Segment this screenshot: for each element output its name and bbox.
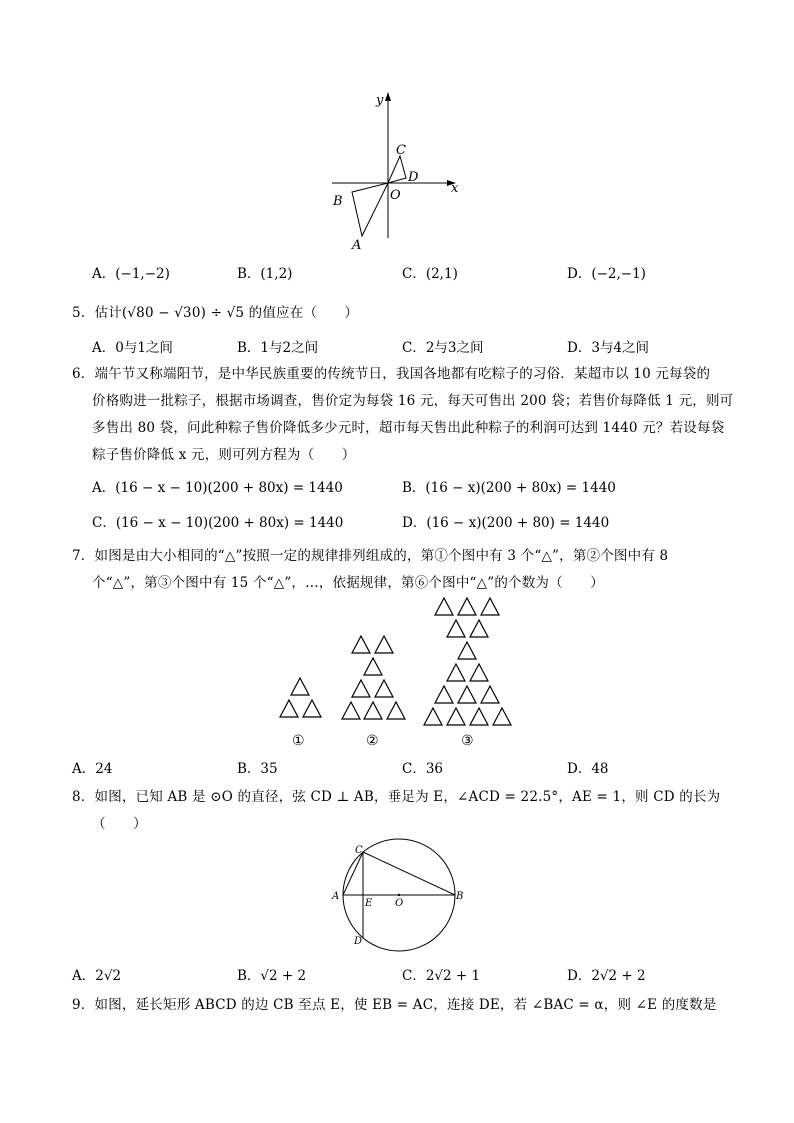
q7-stem-line2: 个“△”，第③个图中有 15 个“△”，…，依据规律，第⑥个图中“△”的个数为（ ） bbox=[92, 575, 604, 591]
circle-figure bbox=[325, 838, 470, 953]
point-a-label: A bbox=[352, 238, 362, 253]
point-b-label: B bbox=[333, 194, 343, 209]
q7-stem-line1: 7．如图是由大小相同的“△”按照一定的规律排列组成的，第①个图中有 3 个“△”，第②个图中有 8 bbox=[72, 548, 669, 564]
y-axis-label: y bbox=[376, 93, 384, 108]
triangle-pattern-figure bbox=[270, 595, 530, 750]
q5-option-b[interactable]: B．1与2之间 bbox=[237, 340, 319, 356]
q6-option-c[interactable]: C．(16 − x − 10)(200 + 80x) = 1440 bbox=[92, 515, 344, 531]
q8-option-c[interactable]: C．2√2 + 1 bbox=[402, 968, 481, 984]
q8-stem-line2: （ ） bbox=[92, 816, 147, 832]
q6-option-d[interactable]: D．(16 − x)(200 + 80) = 1440 bbox=[402, 515, 610, 531]
q7-option-d[interactable]: D．48 bbox=[567, 761, 609, 777]
q6-stem-line4: 粽子售价降低 x 元，则可列方程为（ ） bbox=[92, 447, 356, 463]
q6-stem-line3: 多售出 80 袋，问此种粽子售价降低多少元时，超市每天售出此种粽子的利润可达到 1440 元？若设每袋 bbox=[92, 420, 725, 436]
point-b-label: B bbox=[456, 891, 464, 902]
q8-option-d[interactable]: D．2√2 + 2 bbox=[567, 968, 646, 984]
q4-option-a[interactable]: A．(−1,−2) bbox=[92, 266, 170, 282]
q8-option-a[interactable]: A．2√2 bbox=[72, 968, 122, 984]
point-e-label: E bbox=[365, 898, 373, 909]
q7-option-b[interactable]: B．35 bbox=[237, 761, 278, 777]
q7-option-c[interactable]: C．36 bbox=[402, 761, 444, 777]
q4-option-c[interactable]: C．(2,1) bbox=[402, 266, 458, 282]
q6-stem-line2: 价格购进一批粽子，根据市场调查，售价定为每袋 16 元，每天可售出 200 袋；若售价每降低 1 元，则可 bbox=[92, 393, 734, 409]
q5-option-d[interactable]: D．3与4之间 bbox=[567, 340, 650, 356]
figure-2-label: ② bbox=[366, 733, 379, 749]
q6-option-b[interactable]: B．(16 − x)(200 + 80x) = 1440 bbox=[402, 480, 616, 496]
q6-option-a[interactable]: A．(16 − x − 10)(200 + 80x) = 1440 bbox=[92, 480, 343, 496]
point-d-label: D bbox=[354, 936, 363, 947]
q8-stem-line1: 8．如图，已知 AB 是 ⊙O 的直径，弦 CD ⊥ AB，垂足为 E，∠ACD = 22.5°，AE = 1，则 CD 的长为 bbox=[72, 789, 721, 805]
point-d-label: D bbox=[408, 170, 419, 185]
figure-1-label: ① bbox=[292, 733, 305, 749]
x-axis-label: x bbox=[451, 181, 459, 196]
q5-stem: 5．估计(√80 − √30) ÷ √5 的值应在（ ） bbox=[72, 305, 359, 321]
q4-option-d[interactable]: D．(−2,−1) bbox=[567, 266, 646, 282]
q4-option-b[interactable]: B．(1,2) bbox=[237, 266, 293, 282]
q9-stem-line1: 9．如图，延长矩形 ABCD 的边 CB 至点 E，使 EB = AC，连接 DE，若 ∠BAC = α，则 ∠E 的度数是 bbox=[72, 997, 717, 1013]
point-a-label: A bbox=[332, 891, 340, 902]
q5-option-a[interactable]: A．0与1之间 bbox=[92, 340, 173, 356]
point-c-label: C bbox=[396, 143, 406, 158]
point-c-label: C bbox=[355, 845, 363, 856]
q5-option-c[interactable]: C．2与3之间 bbox=[402, 340, 484, 356]
coordinate-figure bbox=[320, 88, 470, 253]
figure-3-label: ③ bbox=[461, 733, 474, 749]
q8-option-b[interactable]: B．√2 + 2 bbox=[237, 968, 307, 984]
q6-stem-line1: 6．端午节又称端阳节，是中华民族重要的传统节日，我国各地都有吃粽子的习俗．某超市以 10 元每袋的 bbox=[72, 366, 711, 382]
origin-label: O bbox=[390, 188, 401, 203]
q7-option-a[interactable]: A．24 bbox=[72, 761, 113, 777]
point-o-label: O bbox=[395, 898, 404, 909]
